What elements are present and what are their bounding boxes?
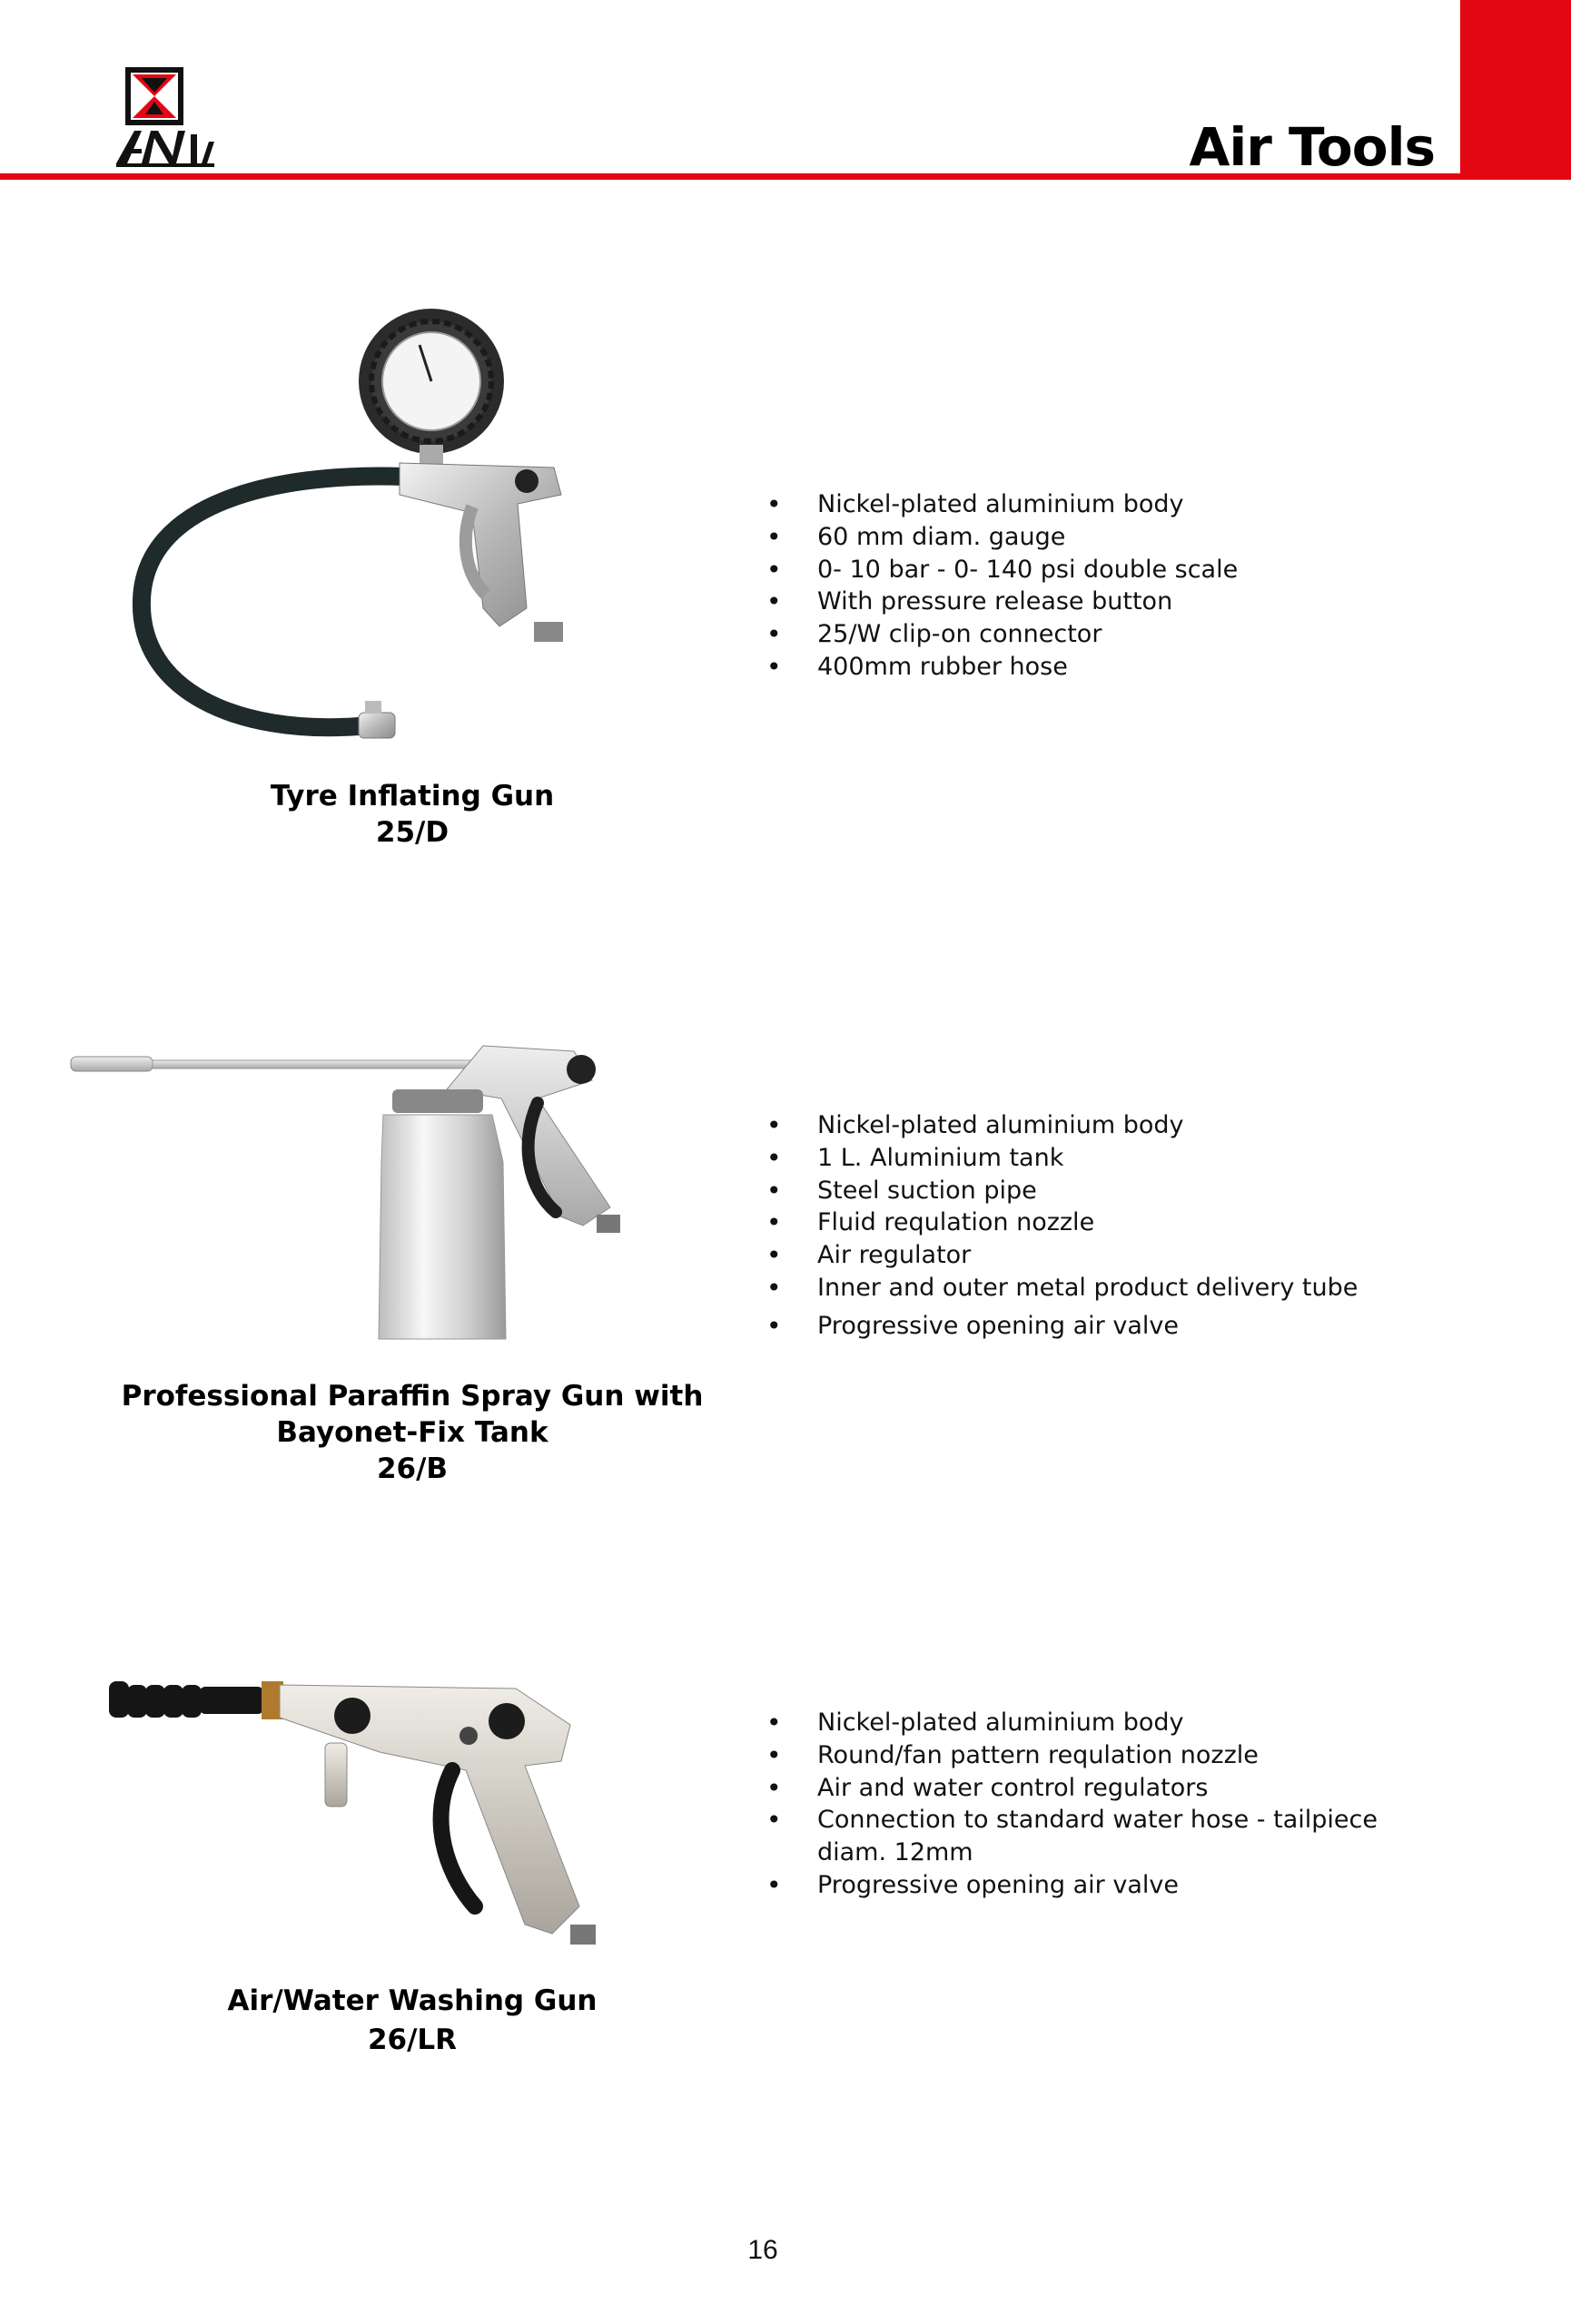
product-caption-1 [67, 778, 757, 851]
header-red-block [1460, 0, 1571, 174]
feature-item: • Air regulator [763, 1239, 1358, 1272]
feature-item: • Air and water control regulators [763, 1772, 1378, 1805]
feature-item: • 25/W clip-on connector [763, 618, 1238, 651]
tyre-inflating-gun-image [127, 309, 636, 744]
product-caption-2 [67, 1378, 757, 1487]
feature-item: • With pressure release button [763, 586, 1238, 618]
product-name-line-1: Professional Paraffin Spray Gun with [121, 1380, 704, 1413]
feature-list-2 [763, 1109, 1358, 1343]
air-water-washing-gun-image [107, 1661, 652, 1970]
feature-item: • Progressive opening air valve [763, 1310, 1358, 1343]
feature-item: • Nickel-plated aluminium body [763, 1109, 1358, 1142]
product-name: Air/Water Washing Gun [227, 1984, 598, 2017]
feature-item: • Nickel-plated aluminium body [763, 1707, 1378, 1739]
page-number: 16 [747, 2235, 778, 2265]
product-caption-3 [67, 1983, 757, 2058]
feature-item: • Connection to standard water hose - tailpiece [763, 1804, 1378, 1837]
product-code: 26/LR [367, 2024, 458, 2056]
feature-item: • 1 L. Aluminium tank [763, 1142, 1358, 1175]
product-name-line-2: Bayonet-Fix Tank [276, 1416, 548, 1449]
feature-item: • Nickel-plated aluminium body [763, 488, 1238, 521]
paraffin-spray-gun-image [65, 1035, 683, 1353]
product-code: 25/D [375, 816, 450, 849]
feature-item: • 0- 10 bar - 0- 140 psi double scale [763, 554, 1238, 586]
feature-item: • Fluid requlation nozzle [763, 1206, 1358, 1239]
ani-logo [114, 65, 216, 169]
page-title: Air Tools [1189, 116, 1435, 178]
feature-item: • Round/fan pattern requlation nozzle [763, 1739, 1378, 1772]
feature-item: • Inner and outer metal product delivery tube [763, 1272, 1358, 1305]
feature-item: • 60 mm diam. gauge [763, 521, 1238, 554]
product-name: Tyre Inflating Gun [270, 780, 555, 812]
feature-item-continuation: diam. 12mm [817, 1838, 973, 1867]
product-code: 26/B [376, 1452, 449, 1485]
feature-item: • 400mm rubber hose [763, 651, 1238, 684]
feature-list-1 [763, 488, 1238, 684]
feature-list-3 [763, 1707, 1378, 1902]
feature-item: • Progressive opening air valve [763, 1869, 1378, 1902]
feature-item: • Steel suction pipe [763, 1175, 1358, 1207]
